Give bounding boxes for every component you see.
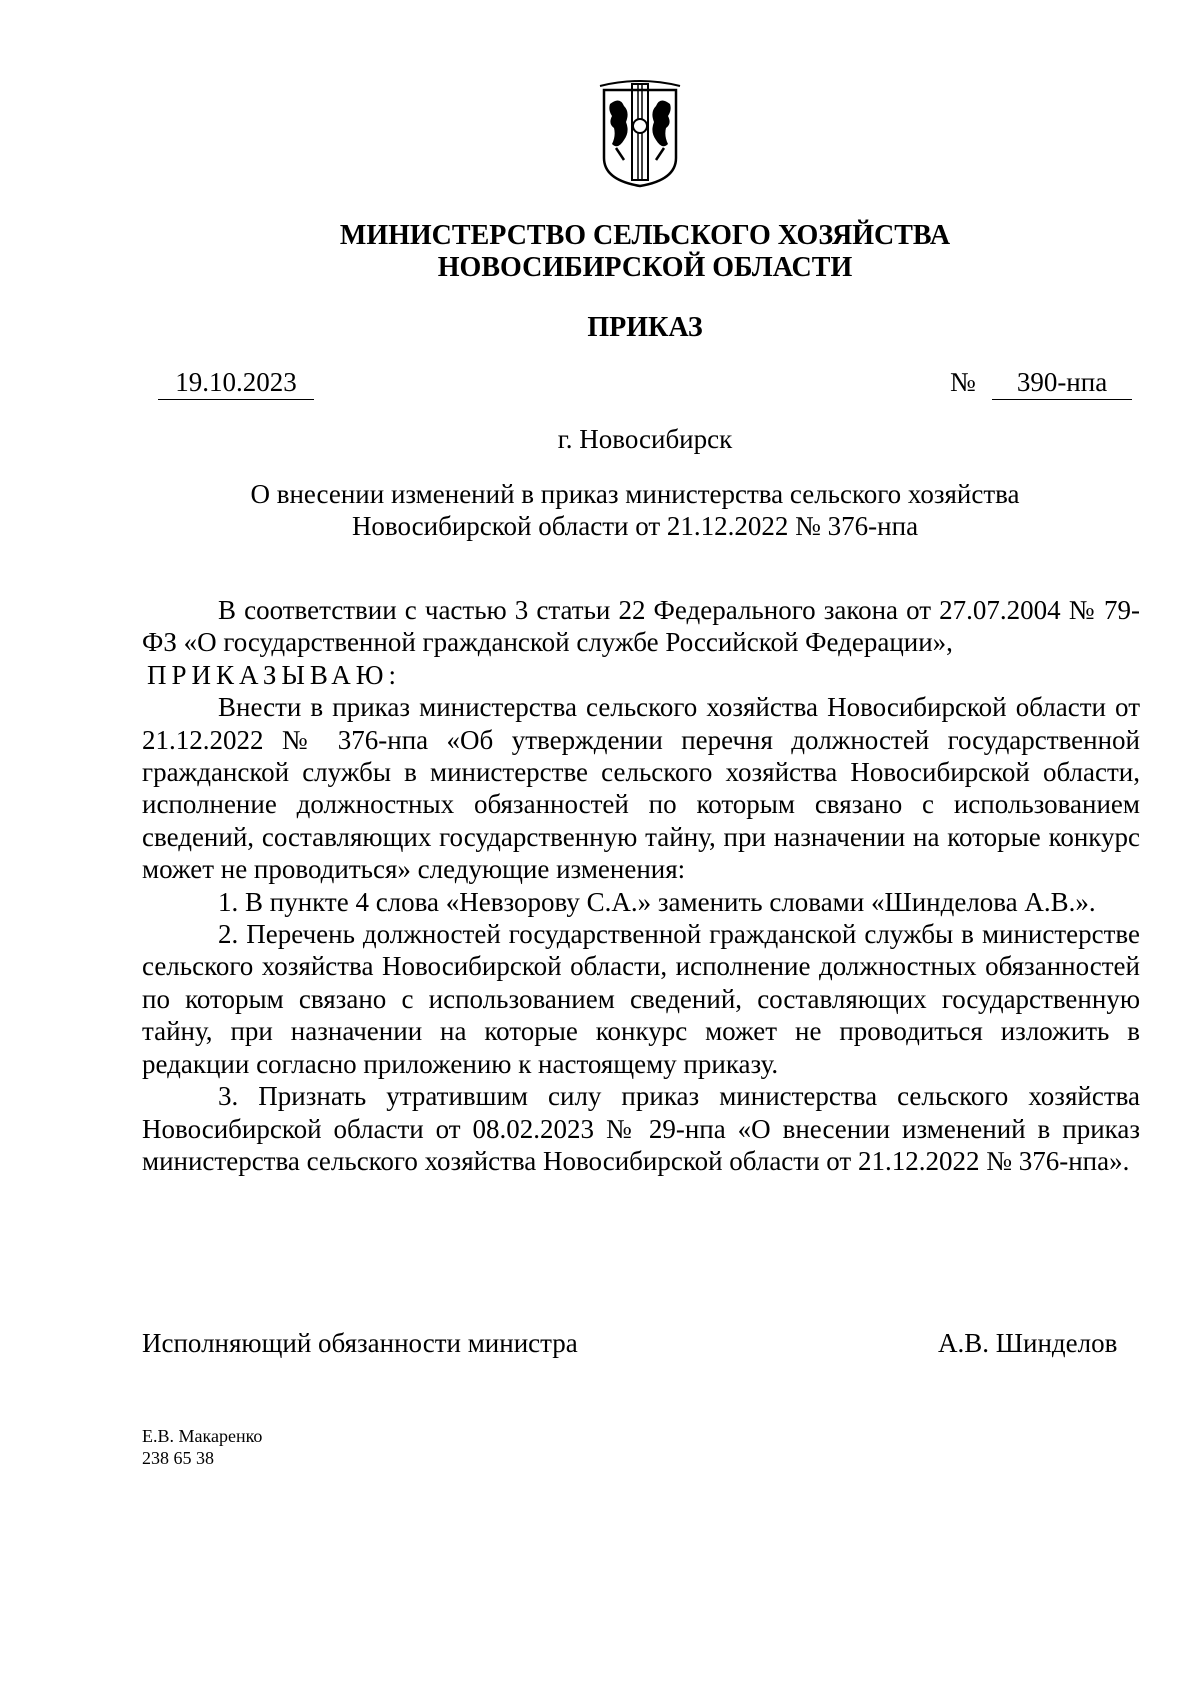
item-1-paragraph: 1. В пункте 4 слова «Невзорову С.А.» заменить словами «Шинделова А.В.». [218,886,1096,917]
order-word: ПРИКАЗЫВАЮ: [147,659,401,690]
document-date: 19.10.2023 [158,367,314,400]
signatory-name: А.В. Шинделов [938,1328,1118,1358]
preamble-paragraph: В соответствии с частью 3 статьи 22 Федерального закона от 27.07.2004 № 79-ФЗ «О государственной гражданской службе Российской Федерации», [142,595,1140,658]
document-city: г. Новосибирск [557,424,733,454]
item-3-paragraph: 3. Признать утратившим силу приказ министерства сельского хозяйства Новосибирской области от 08.02.2023 № 29-нпа «О внесении изменений в приказ министерства сельского хозяйства Новосибирской области от 21.12.2022 № 376-нпа». [142,1081,1140,1176]
ministry-line-1: МИНИСТЕРСТВО СЕЛЬСКОГО ХОЗЯЙСТВА [339,220,951,251]
ministry-name [0,220,1200,284]
document-body [142,594,1140,1177]
signatory-position: Исполняющий обязанности министра [142,1328,578,1358]
coat-of-arms-icon [594,80,686,188]
executor-phone: 238 65 38 [142,1448,214,1468]
executor-block [142,1425,262,1469]
subject-line-1: О внесении изменений в приказ министерства сельского хозяйства [250,479,1020,509]
intro-paragraph: Внести в приказ министерства сельского хозяйства Новосибирской области от 21.12.2022 № 376-нпа «Об утверждении перечня должностей государственной гражданской службы в министерстве сельского хозяйства Новосибирской области, исполнение должностных обязанностей по которым связано с использованием сведений, составляющих государственную тайну, при назначении на которые конкурс может не проводиться» следующие изменения: [142,692,1140,885]
document-type: ПРИКАЗ [587,312,703,343]
executor-name: Е.В. Макаренко [142,1426,263,1446]
ministry-line-2: НОВОСИБИРСКОЙ ОБЛАСТИ [437,252,853,283]
subject-line-2: Новосибирской области от 21.12.2022 № 376-нпа [351,511,919,541]
document-number: 390-нпа [992,367,1132,400]
document-subject [220,478,1050,542]
item-2-paragraph: 2. Перечень должностей государственной гражданской службы в министерстве сельского хозяйства Новосибирской области, исполнение должностных обязанностей по которым связано с использованием сведений, составляющих государственную тайну, при назначении на которые конкурс может не проводиться изложить в редакции согласно приложению к настоящему приказу. [142,919,1140,1079]
number-sign: № [950,367,976,397]
